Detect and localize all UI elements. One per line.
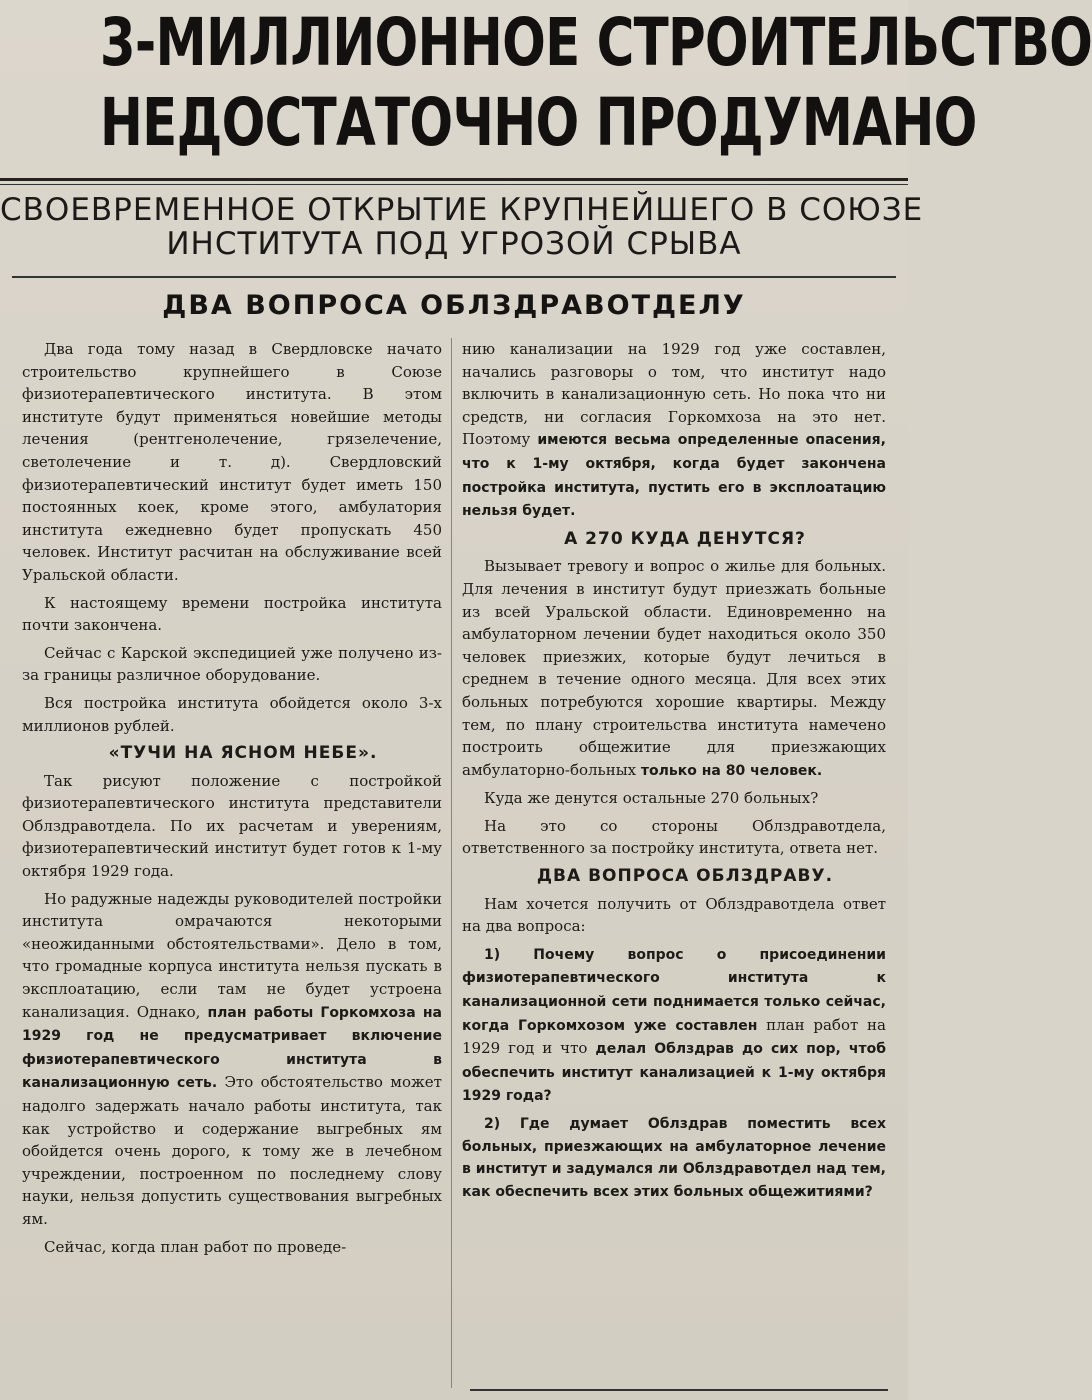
left-paragraph-6 (22, 888, 442, 1231)
right-paragraph-1-bold: имеются весьма определенные опасения, что к 1-му октября, когда будет закончена постройка института, пустить его в эксплоатацию нельзя будет. (462, 432, 886, 520)
question-1 (462, 943, 886, 1108)
right-paragraph-4: На это со стороны Облздравотдела, ответственного за постройку института, ответа нет. (462, 816, 886, 858)
right-paragraph-1 (462, 338, 886, 523)
subheadline-line-1: СВОЕВРЕМЕННОЕ ОТКРЫТИЕ КРУПНЕЙШЕГО В СОЮЗЕ (0, 192, 924, 228)
left-paragraph-5: Так рисуют положение с постройкой физиотерапевтического института представители Облздравотдела. По их расчетам и уверениям, физиотерапевтический институт будет готов к 1-му октября 1929 года. (22, 771, 442, 881)
subheadline-rule (12, 276, 896, 278)
left-paragraph-6-end: Это обстоятельство может надолго задержать начало работы института, так как устройство и содержание выгребных ям обойдется очень дорого, к тому же в лечебном учреждении, построенном по последнему слову науки, нельзя допустить существования выгребных ям. (22, 1073, 442, 1228)
column-divider (451, 338, 452, 1388)
headline-rule-thin (0, 184, 908, 185)
headline-line-2: НЕДОСТАТОЧНО ПРОДУМАНО (99, 84, 977, 161)
question-1-part-b: план работ на 1929 год и что (462, 1015, 886, 1058)
question-1-part-a: 1) Почему вопрос о присоединении физиотерапевтического института к канализационной сети поднимается только сейчас, когда Горкомхозом уже составлен (462, 946, 886, 1034)
left-paragraph-1: Два года тому назад в Свердловске начато строительство крупнейшего в Союзе физиотерапевтического института. В этом институте будут применяться новейшие методы лечения (рентгенолечение, грязелечение, светолечение и т. д). Свердловский физиотерапевтический институт будет иметь 150 постоянных коек, кроме этого, амбулатория института ежедневно будет пропускать 450 человек. Институт расчитан на обслуживание всей Уральской области. (22, 340, 442, 584)
right-paragraph-1-start: нию канализации на 1929 год уже составлен, начались разговоры о том, что институт надо включить в канализационную сеть. Но пока что ни средств, ни согласия Горкомхоза на это нет. Поэтому (462, 340, 886, 449)
question-1-part-c: делал Облздрав до сих пор, чтоб обеспечить институт канализацией к 1-му октября 1929 года? (462, 1041, 886, 1105)
right-column (462, 338, 886, 1208)
left-column (22, 338, 442, 1263)
headline-rule-thick (0, 178, 908, 181)
subheadline-line-2: ИНСТИТУТА ПОД УГРОЗОЙ СРЫВА (166, 226, 742, 262)
left-paragraph-6-bold: план работы Горкомхоза на 1929 год не предусматривает включение физиотерапевтического института в канализационную сеть. (22, 1004, 442, 1092)
left-paragraph-6-start: Но радужные надежды руководителей постройки института омрачаются некоторыми «неожиданными обстоятельствами». Дело в том, что громадные корпуса института нельзя пускать в эксплоатацию, если там не будет устроена канализация. Однако, (22, 889, 442, 1021)
right-subhead-2: ДВА ВОПРОСА ОБЛЗДРАВУ. (536, 866, 834, 887)
left-paragraph-2: К настоящему времени постройка института почти закончена. (22, 593, 442, 635)
right-paragraph-2-bold: только на 80 человек. (640, 762, 823, 779)
right-paragraph-3: Куда же денутся остальные 270 больных? (484, 789, 819, 808)
left-subhead: «ТУЧИ НА ЯСНОМ НЕБЕ». (108, 743, 378, 764)
question-2: 2) Где думает Облздрав поместить всех больных, приезжающих на амбулаторное лечение в институт и задумался ли Облздравотдел над тем, как обеспечить всех этих больных общежитиями? (462, 1116, 886, 1200)
left-paragraph-4: Вся постройка института обойдется около 3-х миллионов рублей. (22, 693, 442, 735)
right-paragraph-2 (462, 555, 886, 782)
bottom-rule (470, 1389, 888, 1391)
right-paragraph-5: Нам хочется получить от Облздравотдела ответ на два вопроса: (462, 894, 886, 936)
right-paragraph-2-start: Вызывает тревогу и вопрос о жилье для больных. Для лечения в институт будут приезжать больные из всей Уральской области. Единовременно на амбулаторном лечении будет находиться около 350 человек приезжих, которые будут лечиться в среднем в течение одного месяца. Для всех этих больных потребуются хорошие квартиры. Между тем, по плану строительства института намечено построить общежитие для приезжающих амбулаторно-больных (462, 557, 886, 779)
left-paragraph-7: Сейчас, когда план работ по проведе- (44, 1237, 347, 1256)
left-paragraph-3: Сейчас с Карской экспедицией уже получено из-за границы различное оборудование. (22, 643, 442, 685)
headline-line-1: 3-МИЛЛИОННОЕ СТРОИТЕЛЬСТВО (99, 4, 1092, 81)
section-title: ДВА ВОПРОСА ОБЛЗДРАВОТДЕЛУ (162, 290, 746, 321)
right-subhead-1: А 270 КУДА ДЕНУТСЯ? (564, 528, 806, 549)
